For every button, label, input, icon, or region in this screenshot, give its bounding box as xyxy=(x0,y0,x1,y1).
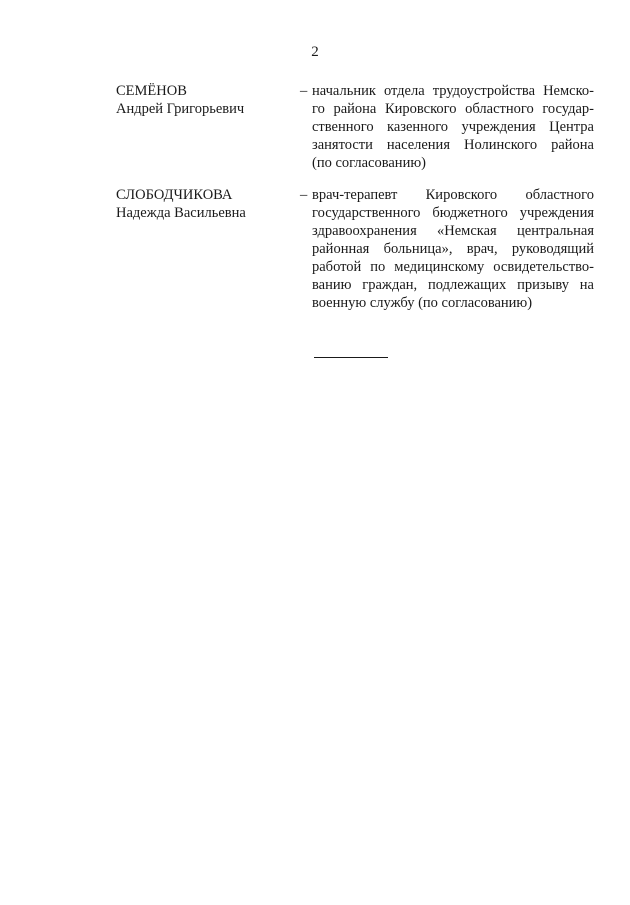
page-number: 2 xyxy=(311,44,319,60)
description-line: (по согласованию) xyxy=(312,155,426,171)
description-line: военную службу (по согласованию) xyxy=(312,295,533,311)
member-dash: – xyxy=(300,187,308,203)
member-dash: – xyxy=(300,83,308,99)
member-description xyxy=(312,82,594,172)
description-line: занятости населения Нолинского района xyxy=(312,137,594,153)
description-line: здравоохранения «Немская центральная xyxy=(312,223,594,239)
member-given-names: Андрей Григорьевич xyxy=(116,101,245,117)
member-given-names: Надежда Васильевна xyxy=(116,205,246,221)
description-line: врач-терапевт Кировского областного xyxy=(312,187,594,203)
description-line: начальник отдела трудоустройства Немско- xyxy=(312,83,594,99)
member-name xyxy=(116,82,296,118)
member-name xyxy=(116,186,296,222)
member-surname: СЛОБОДЧИКОВА xyxy=(116,187,233,203)
description-line: го района Кировского областного государ- xyxy=(312,101,594,117)
description-line: государственного бюджетного учреждения xyxy=(312,205,594,221)
description-line: ственного казенного учреждения Центра xyxy=(312,119,594,135)
description-line: работой по медицинскому освидетельство- xyxy=(312,259,594,275)
description-line: районная больница», врач, руководящий xyxy=(312,241,594,257)
end-of-list-rule xyxy=(314,357,388,358)
description-line: ванию граждан, подлежащих призыву на xyxy=(312,277,594,293)
member-surname: СЕМЁНОВ xyxy=(116,83,187,99)
member-description xyxy=(312,186,594,312)
